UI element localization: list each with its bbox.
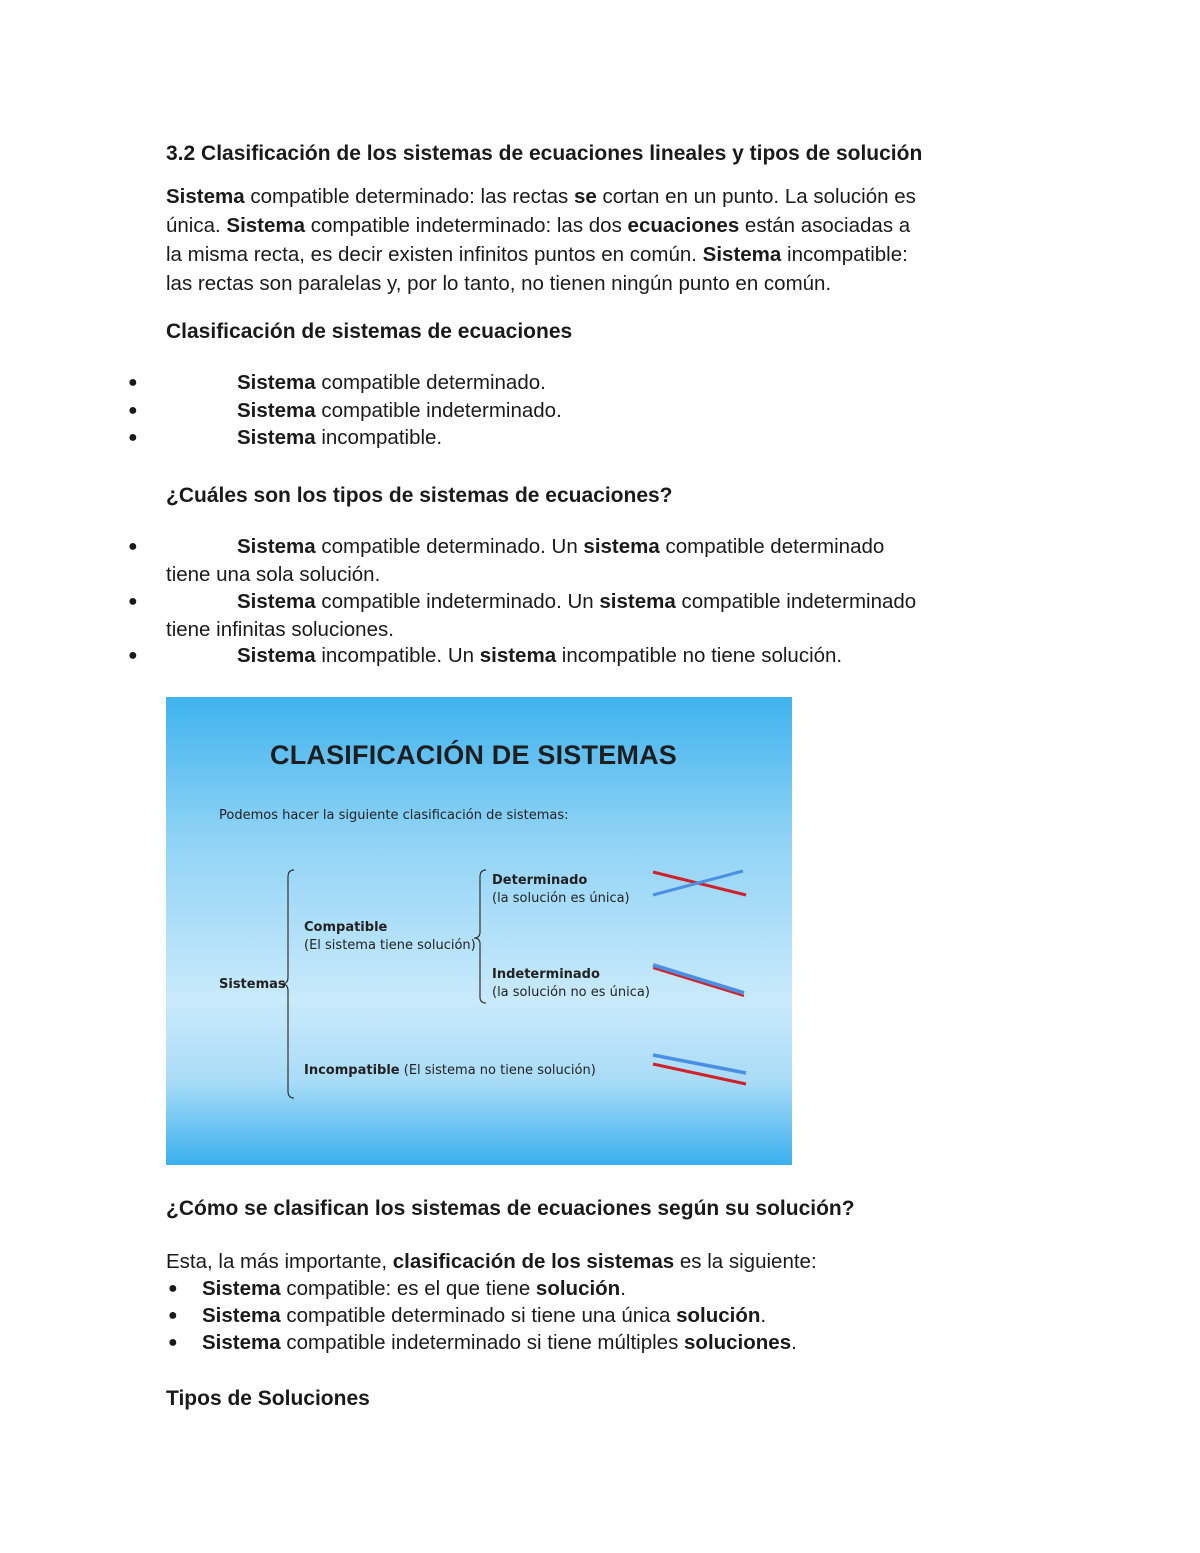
bullet-icon: ● <box>168 1307 178 1324</box>
list-item: Sistema compatible determinado. Un sistema compatible determinado <box>237 535 885 558</box>
section-heading-soluciones: Tipos de Soluciones <box>166 1387 370 1410</box>
brace-compatible <box>474 870 486 1003</box>
section-heading-clasifican: ¿Cómo se clasifican los sistemas de ecuaciones según su solución? <box>166 1197 855 1220</box>
bullet-icon: ● <box>128 402 138 419</box>
bullet-icon: ● <box>128 647 138 664</box>
intro-line-3: la misma recta, es decir existen infinitos puntos en común. Sistema incompatible: <box>166 243 908 266</box>
section-heading-tipos: ¿Cuáles son los tipos de sistemas de ecuaciones? <box>166 484 673 507</box>
label-indeterminado-note: (la solución no es única) <box>492 985 650 1000</box>
list-item-continuation: tiene una sola solución. <box>166 563 381 586</box>
section3-lead: Esta, la más importante, clasificación de los sistemas es la siguiente: <box>166 1250 817 1273</box>
list-item: Sistema compatible determinado. <box>237 371 546 394</box>
classification-diagram <box>166 697 792 1165</box>
bullet-icon: ● <box>128 374 138 391</box>
bullet-icon: ● <box>168 1334 178 1351</box>
classification-slide-image <box>166 697 792 1165</box>
slide-title: CLASIFICACIÓN DE SISTEMAS <box>270 740 678 770</box>
label-determinado: Determinado <box>492 873 588 888</box>
list-item: Sistema compatible indeterminado. Un sistema compatible indeterminado <box>237 590 917 613</box>
section-heading-clasificacion: Clasificación de sistemas de ecuaciones <box>166 320 573 343</box>
list-item: Sistema compatible indeterminado. <box>237 399 562 422</box>
label-compatible: Compatible <box>304 920 388 935</box>
label-determinado-note: (la solución es única) <box>492 891 630 906</box>
intro-line-1: Sistema compatible determinado: las rectas se cortan en un punto. La solución es <box>166 185 916 208</box>
list-item: Sistema compatible: es el que tiene solución. <box>202 1277 626 1300</box>
label-sistemas: Sistemas <box>219 977 286 992</box>
bullet-icon: ● <box>128 593 138 610</box>
list-item-continuation: tiene infinitas soluciones. <box>166 618 394 641</box>
indeterminado-blue-line <box>653 965 744 993</box>
list-item: Sistema compatible indeterminado si tiene múltiples soluciones. <box>202 1331 797 1354</box>
list-item: Sistema incompatible. Un sistema incompatible no tiene solución. <box>237 644 843 667</box>
incompatible-red-line <box>653 1064 746 1084</box>
bullet-icon: ● <box>168 1280 178 1297</box>
intro-line-4: las rectas son paralelas y, por lo tanto, no tienen ningún punto en común. <box>166 272 832 295</box>
slide-subtitle: Podemos hacer la siguiente clasificación de sistemas: <box>219 808 569 823</box>
label-compatible-note: (El sistema tiene solución) <box>304 938 476 953</box>
list-item: Sistema compatible determinado si tiene una única solución. <box>202 1304 767 1327</box>
bullet-icon: ● <box>128 538 138 555</box>
incompatible-blue-line <box>653 1055 746 1073</box>
label-indeterminado: Indeterminado <box>492 967 600 982</box>
label-incompatible: Incompatible (El sistema no tiene solución) <box>304 1063 596 1078</box>
intro-line-2: única. Sistema compatible indeterminado: las dos ecuaciones están asociadas a <box>166 214 911 237</box>
list-item: Sistema incompatible. <box>237 426 443 449</box>
page-title: 3.2 Clasificación de los sistemas de ecuaciones lineales y tipos de solución <box>166 142 923 165</box>
bullet-icon: ● <box>128 429 138 446</box>
indeterminado-red-line <box>653 968 744 996</box>
